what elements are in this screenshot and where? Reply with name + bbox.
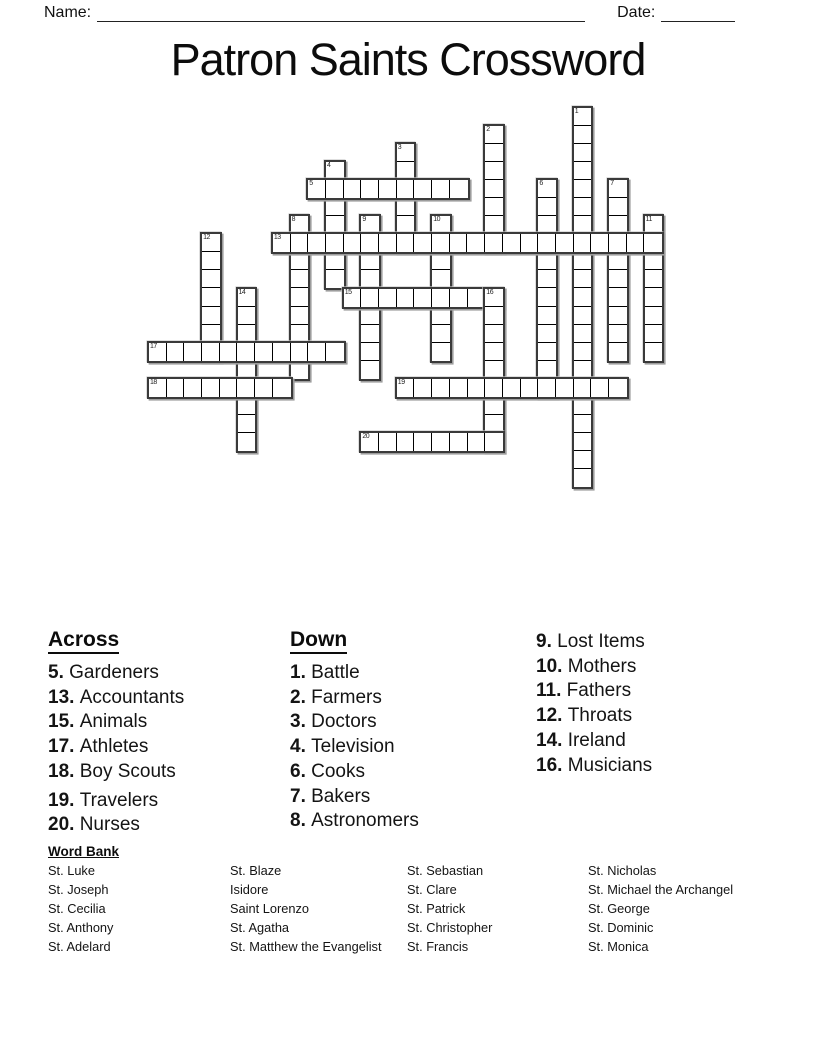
grid-cell[interactable] [361, 343, 379, 361]
grid-cell[interactable] [238, 397, 256, 415]
clue-text: Throats [562, 705, 633, 727]
grid-cell[interactable] [344, 180, 362, 198]
clue-number: 12. [536, 705, 563, 727]
clue-item [536, 754, 652, 779]
grid-cell-number: 13 [273, 234, 281, 242]
grid-cell[interactable] [326, 180, 344, 198]
clue-number: 2. [290, 686, 306, 708]
across-clues-column [48, 628, 184, 838]
grid-cell[interactable] [361, 180, 379, 198]
grid-cell[interactable] [202, 252, 220, 270]
grid-cell-number: 15 [344, 288, 352, 296]
grid-cell[interactable] [538, 234, 556, 252]
clue-item [536, 729, 652, 754]
grid-cell[interactable] [485, 144, 503, 162]
clue-item [48, 760, 184, 785]
grid-cell[interactable] [202, 379, 220, 397]
across-clue-list [48, 661, 184, 838]
grid-cell[interactable] [273, 379, 291, 397]
grid-cell[interactable] [167, 343, 185, 361]
grid-cell[interactable] [485, 343, 503, 361]
grid-cell[interactable] [397, 289, 415, 307]
grid-cell[interactable] [202, 343, 220, 361]
grid-cell[interactable] [238, 433, 256, 451]
grid-cell[interactable] [538, 343, 556, 361]
clue-text: Athletes [74, 736, 149, 758]
clue-item [290, 735, 419, 760]
grid-cell[interactable] [397, 144, 415, 162]
word-bank-item: Saint Lorenzo [230, 900, 309, 916]
clue-item [290, 809, 419, 834]
grid-cell[interactable] [467, 234, 485, 252]
crossword-grid [0, 0, 816, 500]
grid-cell-number: 9 [362, 216, 366, 224]
grid-cell[interactable] [397, 433, 415, 451]
grid-cell[interactable] [538, 180, 556, 198]
grid-cell-number: 1 [574, 108, 579, 115]
clue-number: 16. [536, 754, 563, 776]
grid-cell[interactable] [361, 433, 379, 451]
clue-item [290, 785, 419, 810]
word-bank-item: St. Luke [48, 863, 95, 878]
grid-cell[interactable] [485, 180, 503, 198]
down-clue-list [290, 661, 419, 834]
grid-cell[interactable] [202, 288, 220, 306]
word-bank-item: St. Clare [407, 881, 457, 897]
grid-cell[interactable] [556, 379, 574, 397]
grid-cell[interactable] [450, 180, 468, 198]
grid-cell[interactable] [414, 234, 432, 252]
grid-cell-number: 18 [150, 378, 157, 386]
grid-cell[interactable] [574, 198, 592, 216]
clue-item [536, 704, 652, 729]
grid-cell[interactable] [574, 307, 592, 325]
word-7-down [607, 178, 629, 363]
grid-cell[interactable] [574, 379, 592, 397]
grid-cell[interactable] [521, 234, 539, 252]
grid-cell[interactable] [291, 343, 309, 361]
clue-text: Mothers [562, 655, 637, 677]
grid-cell[interactable] [361, 325, 379, 343]
grid-cell[interactable] [574, 162, 592, 180]
word-18-across [147, 377, 293, 399]
clue-number: 17. [48, 736, 75, 758]
word-bank-item: Isidore [230, 881, 269, 897]
word-bank-item: St. Dominic [588, 919, 654, 935]
grid-cell[interactable] [291, 234, 309, 252]
word-bank-item: St. Sebastian [407, 863, 484, 878]
name-label: Name: [44, 4, 92, 21]
grid-cell[interactable] [397, 180, 415, 198]
word-bank-item: St. Adelard [48, 938, 111, 954]
clue-item [290, 661, 419, 686]
clue-item [48, 813, 184, 838]
grid-cell[interactable] [379, 234, 397, 252]
clue-text: Lost Items [551, 631, 645, 652]
word-20-across [359, 431, 505, 453]
clue-text: Bakers [305, 785, 371, 807]
word-1-down [572, 106, 594, 489]
clue-item [48, 661, 184, 686]
word-bank-item: St. Nicholas [588, 863, 657, 878]
grid-cell[interactable] [273, 343, 291, 361]
grid-cell[interactable] [450, 433, 468, 451]
clue-item [536, 630, 652, 655]
grid-cell[interactable] [361, 361, 379, 379]
grid-cell-number: 8 [291, 216, 295, 224]
clue-item [536, 679, 652, 704]
grid-cell[interactable] [361, 307, 379, 325]
word-bank-item: St. Patrick [407, 900, 466, 916]
grid-cell[interactable] [450, 289, 468, 307]
word-14-down [236, 287, 258, 453]
grid-cell[interactable] [326, 343, 344, 361]
grid-cell[interactable] [609, 288, 627, 306]
grid-cell[interactable] [609, 234, 627, 252]
grid-cell[interactable] [432, 433, 450, 451]
grid-cell[interactable] [503, 379, 521, 397]
grid-cell[interactable] [468, 379, 486, 397]
clue-number: 5. [48, 662, 64, 683]
grid-cell[interactable] [609, 198, 627, 216]
grid-cell[interactable] [291, 288, 309, 306]
grid-cell[interactable] [485, 198, 503, 216]
grid-cell[interactable] [574, 180, 592, 198]
grid-cell[interactable] [485, 325, 503, 343]
down-heading: Down [290, 628, 347, 654]
clue-item [290, 710, 419, 735]
word-bank-item: St. Joseph [48, 881, 109, 897]
grid-cell[interactable] [237, 379, 255, 397]
grid-cell[interactable] [609, 307, 627, 325]
word-bank-item: St. Cecilia [48, 900, 106, 916]
clue-number: 4. [290, 736, 306, 758]
clue-item [48, 789, 184, 814]
grid-cell[interactable] [255, 343, 273, 361]
grid-cell-number: 12 [203, 234, 210, 242]
grid-cell[interactable] [432, 252, 450, 270]
clue-text: Boy Scouts [74, 760, 176, 782]
grid-cell[interactable] [485, 307, 503, 325]
word-bank-column-3 [407, 862, 492, 957]
grid-cell[interactable] [379, 289, 397, 307]
down-clues-continued-column [536, 630, 652, 778]
grid-cell[interactable] [291, 252, 309, 270]
grid-cell[interactable] [645, 252, 663, 270]
grid-cell[interactable] [538, 307, 556, 325]
grid-cell[interactable] [574, 397, 592, 415]
grid-cell[interactable] [184, 379, 202, 397]
grid-cell[interactable] [414, 289, 432, 307]
grid-cell[interactable] [344, 289, 362, 307]
clue-text: Farmers [305, 686, 382, 708]
grid-cell-number: 7 [610, 180, 614, 188]
clue-text: Animals [74, 711, 148, 733]
grid-cell[interactable] [397, 234, 415, 252]
word-bank-item: St. Christopher [407, 919, 493, 935]
grid-cell-number: 11 [645, 216, 652, 224]
clue-number: 1. [290, 662, 306, 683]
clue-number: 6. [290, 760, 306, 782]
grid-cell[interactable] [432, 180, 450, 198]
clue-number: 3. [290, 711, 306, 733]
clue-text: Gardeners [63, 662, 159, 683]
word-bank-item: St. Monica [588, 938, 649, 954]
grid-cell[interactable] [556, 234, 574, 252]
grid-cell[interactable] [609, 270, 627, 288]
grid-cell[interactable] [202, 270, 220, 288]
grid-cell[interactable] [645, 325, 663, 343]
clue-number: 10. [536, 655, 563, 677]
grid-cell-number: 16 [486, 288, 494, 296]
grid-cell-number: 6 [539, 180, 543, 188]
grid-cell[interactable] [326, 198, 344, 216]
grid-cell-number: 10 [433, 216, 440, 224]
word-6-down [536, 178, 558, 399]
grid-cell[interactable] [414, 180, 432, 198]
grid-cell[interactable] [220, 343, 238, 361]
word-13-across [271, 232, 664, 254]
grid-cell[interactable] [202, 307, 220, 325]
grid-cell[interactable] [485, 289, 503, 307]
clue-text: Television [305, 736, 395, 758]
grid-cell[interactable] [361, 234, 379, 252]
grid-cell[interactable] [308, 234, 326, 252]
clue-text: Accountants [74, 686, 185, 708]
grid-cell[interactable] [468, 433, 486, 451]
grid-cell[interactable] [538, 325, 556, 343]
word-bank-column-4 [588, 862, 733, 957]
grid-cell[interactable] [609, 252, 627, 270]
grid-cell[interactable] [574, 270, 592, 288]
clue-number: 13. [48, 686, 75, 708]
grid-cell[interactable] [432, 234, 450, 252]
word-bank-heading: Word Bank [48, 844, 120, 859]
grid-cell-number: 3 [397, 144, 402, 152]
date-label: Date: [617, 4, 656, 21]
clue-item [290, 760, 419, 785]
grid-cell[interactable] [485, 379, 503, 397]
grid-cell[interactable] [609, 343, 627, 361]
clue-number: 14. [536, 729, 563, 751]
grid-cell[interactable] [574, 108, 592, 126]
clue-text: Fathers [561, 680, 632, 702]
clue-number: 19. [48, 789, 75, 811]
grid-cell[interactable] [414, 379, 432, 397]
clue-item [536, 655, 652, 680]
grid-cell[interactable] [308, 180, 326, 198]
grid-cell[interactable] [326, 234, 344, 252]
grid-cell[interactable] [432, 307, 450, 325]
grid-cell-number: 14 [238, 288, 246, 296]
grid-cell[interactable] [574, 343, 592, 361]
down-clues-column [290, 628, 419, 834]
grid-cell[interactable] [432, 343, 450, 361]
word-bank-item: St. Agatha [230, 919, 290, 935]
grid-cell[interactable] [308, 343, 326, 361]
grid-cell[interactable] [432, 289, 450, 307]
down-continued-clue-list [536, 630, 652, 778]
grid-cell[interactable] [645, 270, 663, 288]
grid-cell[interactable] [291, 307, 309, 325]
clue-number: 18. [48, 760, 75, 782]
grid-cell[interactable] [645, 288, 663, 306]
grid-cell[interactable] [397, 198, 415, 216]
grid-cell[interactable] [220, 379, 238, 397]
word-16-down [483, 287, 505, 453]
grid-cell[interactable] [574, 144, 592, 162]
grid-cell[interactable] [485, 397, 503, 415]
grid-cell[interactable] [202, 234, 220, 252]
word-bank-item: St. George [588, 900, 650, 916]
grid-cell[interactable] [149, 379, 167, 397]
word-19-across [395, 377, 629, 399]
grid-cell[interactable] [538, 379, 556, 397]
clue-text: Doctors [305, 711, 377, 733]
clue-item [48, 686, 184, 711]
word-15-across [342, 287, 505, 309]
word-bank-column-1 [48, 862, 113, 957]
grid-cell[interactable] [574, 469, 592, 487]
word-bank-item: St. Francis [407, 938, 469, 954]
page-title: Patron Saints Crossword [170, 34, 646, 85]
grid-cell[interactable] [574, 234, 592, 252]
grid-cell[interactable] [432, 325, 450, 343]
grid-cell[interactable] [450, 234, 468, 252]
grid-cell-number: 5 [309, 180, 313, 188]
grid-cell[interactable] [485, 433, 503, 451]
grid-cell[interactable] [379, 433, 397, 451]
grid-cell-number: 19 [397, 378, 405, 386]
grid-cell[interactable] [574, 325, 592, 343]
grid-cell[interactable] [414, 433, 432, 451]
grid-cell[interactable] [291, 270, 309, 288]
grid-cell[interactable] [432, 379, 450, 397]
grid-cell[interactable] [503, 234, 521, 252]
clue-number: 15. [48, 711, 75, 733]
grid-cell[interactable] [149, 343, 167, 361]
clue-number: 8. [290, 810, 306, 832]
grid-cell[interactable] [344, 234, 362, 252]
clue-item [48, 710, 184, 735]
grid-cell[interactable] [538, 252, 556, 270]
clue-number: 20. [48, 814, 75, 836]
grid-cell-number: 4 [327, 162, 331, 170]
grid-cell[interactable] [645, 307, 663, 325]
grid-cell[interactable] [361, 289, 379, 307]
grid-cell-number: 20 [362, 432, 370, 440]
grid-cell[interactable] [574, 252, 592, 270]
grid-cell[interactable] [609, 379, 627, 397]
grid-cell[interactable] [591, 234, 609, 252]
grid-cell-number: 2 [486, 126, 490, 134]
grid-cell[interactable] [291, 361, 309, 379]
grid-cell[interactable] [237, 343, 255, 361]
grid-cell[interactable] [379, 180, 397, 198]
word-bank-item: St. Michael the Archangel [588, 881, 734, 897]
grid-cell[interactable] [574, 451, 592, 469]
grid-cell-number: 17 [150, 342, 157, 350]
clue-text: Ireland [562, 729, 626, 751]
grid-cell[interactable] [255, 379, 273, 397]
grid-cell[interactable] [538, 270, 556, 288]
grid-cell[interactable] [609, 180, 627, 198]
word-17-across [147, 341, 346, 363]
clue-text: Musicians [562, 754, 653, 776]
grid-cell[interactable] [273, 234, 291, 252]
clue-text: Astronomers [305, 810, 419, 832]
grid-cell[interactable] [538, 288, 556, 306]
grid-cell[interactable] [485, 126, 503, 144]
clue-item [290, 686, 419, 711]
grid-cell[interactable] [361, 252, 379, 270]
grid-cell[interactable] [574, 288, 592, 306]
grid-cell[interactable] [167, 379, 185, 397]
word-bank-item: St. Matthew the Evangelist [230, 938, 382, 954]
clue-number: 7. [290, 785, 306, 807]
grid-cell[interactable] [238, 415, 256, 433]
grid-cell[interactable] [238, 307, 256, 325]
word-5-across [306, 178, 469, 200]
grid-cell[interactable] [574, 415, 592, 433]
grid-cell[interactable] [450, 379, 468, 397]
grid-cell[interactable] [574, 433, 592, 451]
grid-cell[interactable] [521, 379, 539, 397]
grid-cell[interactable] [485, 234, 503, 252]
word-bank-item: St. Anthony [48, 919, 114, 935]
clue-text: Battle [305, 662, 360, 683]
grid-cell[interactable] [326, 252, 344, 270]
clue-text: Travelers [74, 789, 159, 811]
grid-cell[interactable] [238, 289, 256, 307]
word-bank-item: St. Blaze [230, 863, 282, 878]
grid-cell[interactable] [645, 343, 663, 361]
clue-number: 11. [536, 680, 562, 702]
clue-number: 9. [536, 631, 552, 652]
grid-cell[interactable] [538, 198, 556, 216]
grid-cell[interactable] [591, 379, 609, 397]
grid-cell[interactable] [609, 325, 627, 343]
clue-item [48, 735, 184, 760]
grid-cell[interactable] [485, 162, 503, 180]
word-bank-column-2 [230, 862, 382, 957]
grid-cell[interactable] [184, 343, 202, 361]
grid-cell[interactable] [644, 234, 662, 252]
clue-text: Cooks [305, 760, 365, 782]
grid-cell[interactable] [574, 126, 592, 144]
across-heading: Across [48, 628, 119, 654]
grid-cell[interactable] [397, 379, 415, 397]
grid-cell[interactable] [627, 234, 645, 252]
clue-text: Nurses [74, 814, 140, 836]
